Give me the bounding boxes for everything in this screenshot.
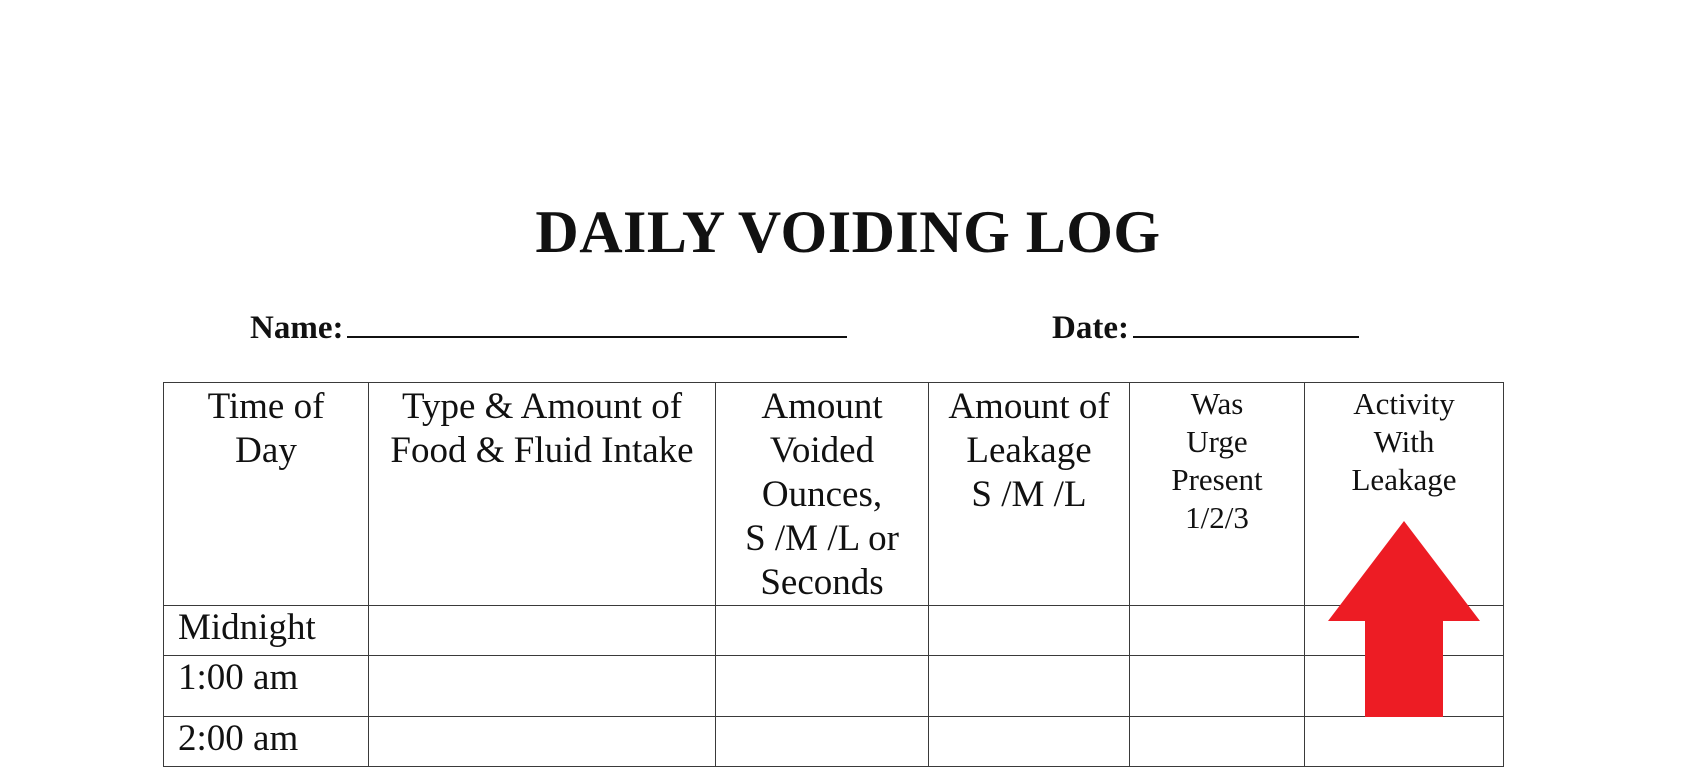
header-amount-voided xyxy=(716,383,929,606)
table-row xyxy=(164,656,1504,717)
header-urge-present xyxy=(1130,383,1305,606)
page-title: DAILY VOIDING LOG xyxy=(535,199,1161,265)
leakage-amount-cell[interactable] xyxy=(929,717,1130,767)
time-cell: 1:00 am xyxy=(164,656,369,717)
date-field xyxy=(1052,308,1359,348)
header-line: Leakage xyxy=(966,430,1092,471)
header-amount-of-leakage xyxy=(929,383,1130,606)
header-line: Seconds xyxy=(760,562,884,603)
table-row xyxy=(164,717,1504,767)
food-fluid-cell[interactable] xyxy=(369,717,716,767)
header-line: Food & Fluid Intake xyxy=(390,430,694,471)
header-line: S /M /L or xyxy=(745,518,899,559)
name-field xyxy=(250,308,847,348)
header-line: Voided xyxy=(769,430,875,471)
urge-cell[interactable] xyxy=(1130,656,1305,717)
amount-voided-cell[interactable] xyxy=(716,656,929,717)
activity-cell[interactable] xyxy=(1305,717,1504,767)
header-food-fluid-intake xyxy=(369,383,716,606)
voiding-log-table xyxy=(163,382,1504,767)
header-line: Amount xyxy=(761,386,883,427)
table-row xyxy=(164,606,1504,656)
header-line: Type & Amount of xyxy=(401,386,683,427)
header-line: Present xyxy=(1171,462,1263,497)
header-line: Amount of xyxy=(948,386,1110,427)
up-arrow-icon xyxy=(1328,521,1480,717)
time-cell: 2:00 am xyxy=(164,717,369,767)
header-line: S /M /L xyxy=(971,474,1087,515)
header-line: Was xyxy=(1190,386,1244,421)
urge-cell[interactable] xyxy=(1130,717,1305,767)
food-fluid-cell[interactable] xyxy=(369,656,716,717)
header-line: Activity xyxy=(1353,386,1455,421)
header-line: 1/2/3 xyxy=(1185,500,1249,535)
food-fluid-cell[interactable] xyxy=(369,606,716,656)
amount-voided-cell[interactable] xyxy=(716,606,929,656)
name-blank-line[interactable] xyxy=(347,308,847,338)
date-blank-line[interactable] xyxy=(1133,308,1359,338)
header-line: Leakage xyxy=(1351,462,1457,497)
header-line: With xyxy=(1373,424,1435,459)
up-arrow-shape xyxy=(1328,521,1480,717)
header-row xyxy=(164,383,1504,606)
leakage-amount-cell[interactable] xyxy=(929,656,1130,717)
date-label: Date: xyxy=(1052,310,1129,346)
header-time-of-day xyxy=(164,383,369,606)
header-line: Urge xyxy=(1186,424,1248,459)
header-line: Ounces, xyxy=(761,474,883,515)
time-cell: Midnight xyxy=(164,606,369,656)
header-line: Day xyxy=(235,430,297,471)
leakage-amount-cell[interactable] xyxy=(929,606,1130,656)
name-label: Name: xyxy=(250,310,344,346)
urge-cell[interactable] xyxy=(1130,606,1305,656)
amount-voided-cell[interactable] xyxy=(716,717,929,767)
header-line: Time of xyxy=(207,386,325,427)
